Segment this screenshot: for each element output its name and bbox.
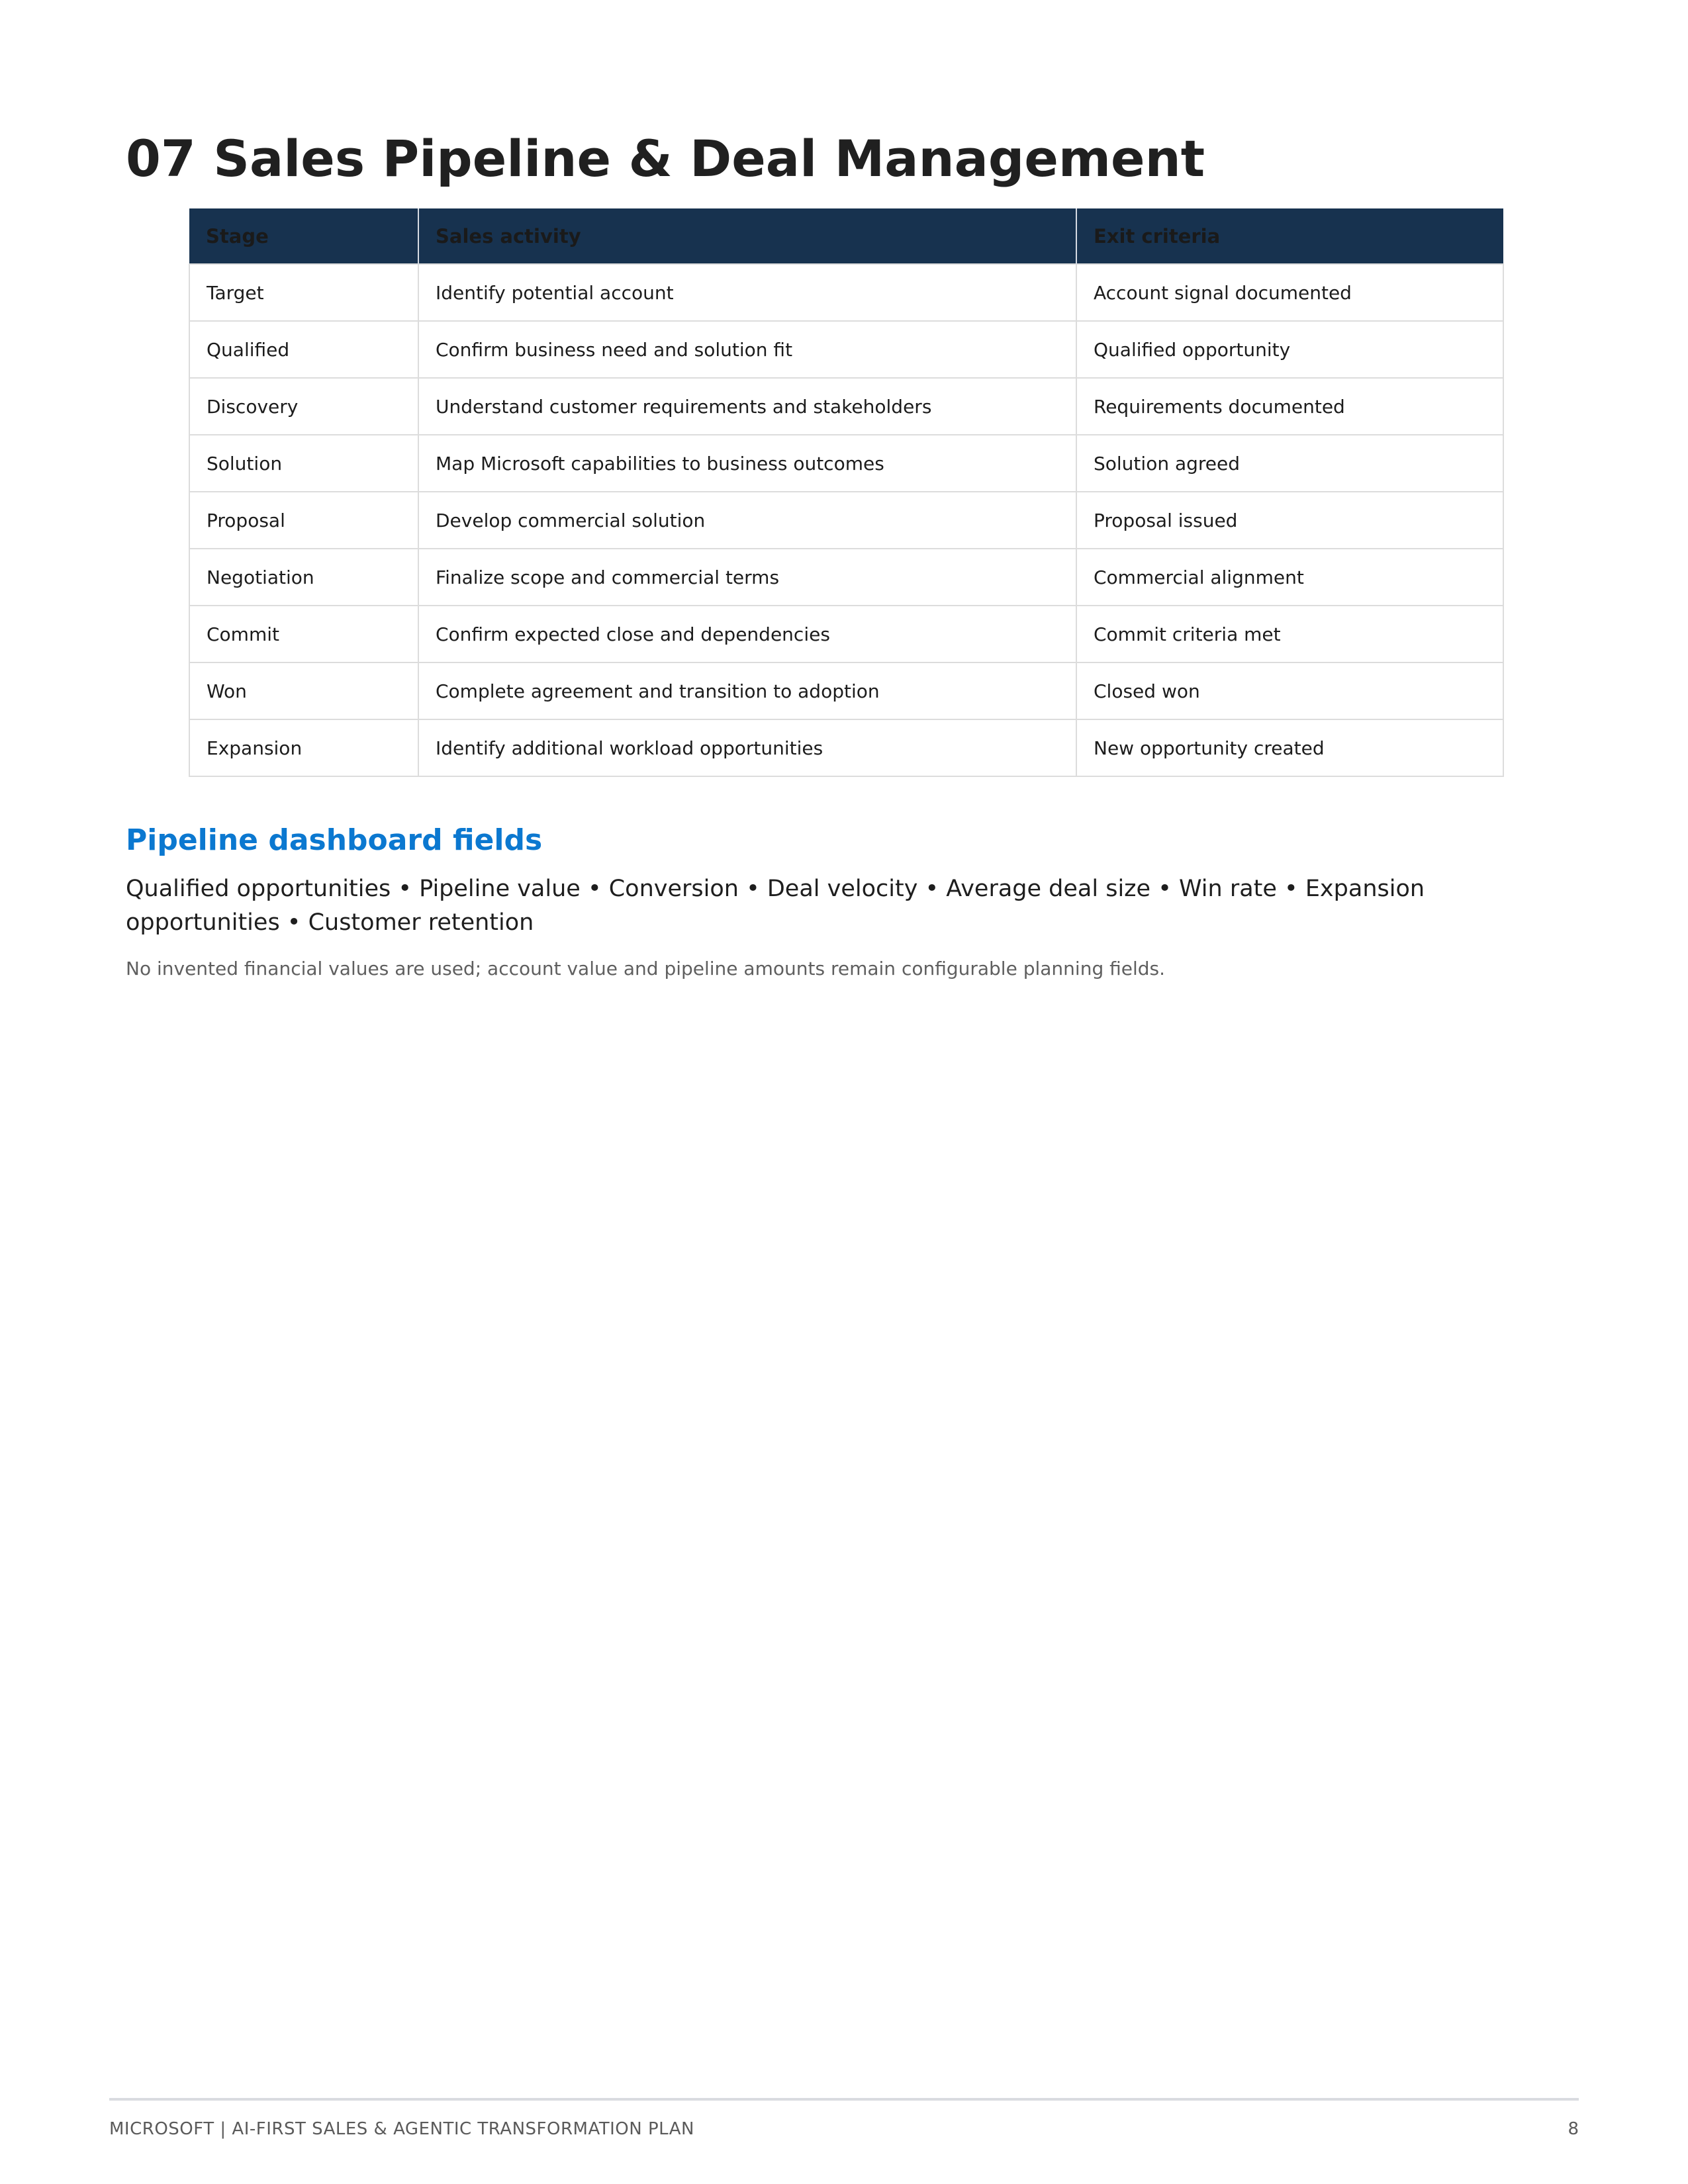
table-row [189,492,1503,549]
page-number: 8 [1568,2119,1579,2139]
stage-cell: Expansion [189,719,418,776]
exit-criteria-cell: Requirements documented [1076,378,1503,435]
table-row [189,606,1503,662]
stage-cell: Discovery [189,378,418,435]
table-row [189,264,1503,321]
exit-criteria-cell: New opportunity created [1076,719,1503,776]
stage-cell: Solution [189,435,418,492]
table-row [189,719,1503,776]
sales-activity-cell: Map Microsoft capabilities to business outcomes [418,435,1076,492]
exit-criteria-cell: Qualified opportunity [1076,321,1503,378]
sales-activity-cell: Finalize scope and commercial terms [418,549,1076,606]
footer-document-title: MICROSOFT | AI-FIRST SALES & AGENTIC TRANSFORMATION PLAN [109,2119,694,2139]
table-row [189,662,1503,719]
exit-criteria-cell: Commercial alignment [1076,549,1503,606]
disclaimer-note: No invented financial values are used; account value and pipeline amounts remain configurable planning fields. [126,958,1166,979]
sales-activity-cell: Develop commercial solution [418,492,1076,549]
dashboard-fields-list: Qualified opportunities • Pipeline value • Conversion • Deal velocity • Average deal size • Win rate • Expansion opportunities • Customer retention [126,876,1425,936]
pipeline-stages-table [189,208,1504,777]
column-header-sales-activity: Sales activity [418,208,1076,264]
footer-divider [109,2098,1579,2101]
column-header-stage: Stage [189,208,418,264]
stage-cell: Proposal [189,492,418,549]
table-row [189,321,1503,378]
section-heading: Pipeline dashboard fields [126,823,543,857]
exit-criteria-cell: Solution agreed [1076,435,1503,492]
stage-cell: Won [189,662,418,719]
table-row [189,435,1503,492]
stage-cell: Qualified [189,321,418,378]
exit-criteria-cell: Proposal issued [1076,492,1503,549]
sales-activity-cell: Complete agreement and transition to adoption [418,662,1076,719]
column-header-exit-criteria: Exit criteria [1076,208,1503,264]
page-title: 07 Sales Pipeline & Deal Management [126,129,1205,188]
exit-criteria-cell: Commit criteria met [1076,606,1503,662]
sales-activity-cell: Confirm expected close and dependencies [418,606,1076,662]
exit-criteria-cell: Account signal documented [1076,264,1503,321]
table-row [189,378,1503,435]
sales-activity-cell: Identify additional workload opportunities [418,719,1076,776]
sales-activity-cell: Identify potential account [418,264,1076,321]
stage-cell: Negotiation [189,549,418,606]
sales-activity-cell: Confirm business need and solution fit [418,321,1076,378]
table-header-row [189,208,1503,264]
sales-activity-cell: Understand customer requirements and stakeholders [418,378,1076,435]
stage-cell: Target [189,264,418,321]
table-row [189,549,1503,606]
stage-cell: Commit [189,606,418,662]
exit-criteria-cell: Closed won [1076,662,1503,719]
